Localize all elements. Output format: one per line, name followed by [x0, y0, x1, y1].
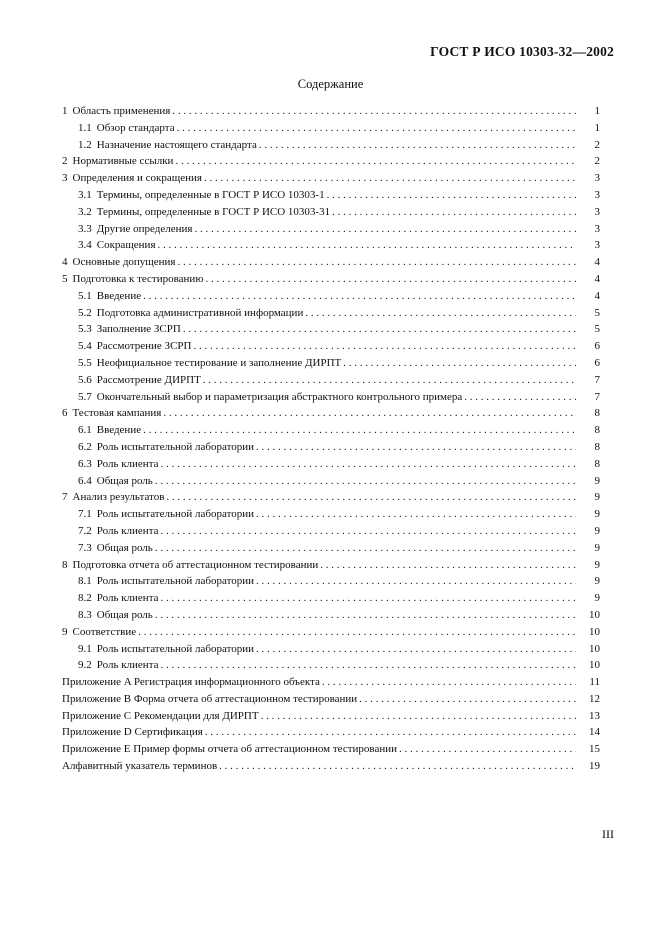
toc-entry[interactable]	[62, 559, 600, 576]
toc-leader-dots	[332, 206, 576, 218]
toc-leader-dots	[138, 626, 576, 638]
toc-leader-dots	[359, 693, 576, 705]
toc-leader-dots	[194, 223, 576, 235]
toc-entry-title: Подготовка административной информации	[96, 306, 304, 319]
toc-entry-number: 9.2	[78, 659, 92, 672]
toc-entry-title: Подготовка к тестированию	[72, 272, 204, 285]
toc-entry-number: 3.2	[78, 205, 92, 218]
toc-leader-dots	[161, 592, 576, 604]
toc-entry[interactable]	[62, 643, 600, 660]
toc-entry-page: 7	[594, 373, 600, 386]
toc-entry-page: 5	[594, 306, 600, 319]
toc-entry-title: Сокращения	[96, 239, 156, 252]
toc-entry-page: 10	[589, 642, 600, 655]
toc-leader-dots	[256, 575, 576, 587]
toc-entry[interactable]	[62, 139, 600, 156]
toc-entry-number: 8.3	[78, 608, 92, 621]
toc-entry-title: Роль испытательной лаборатории	[96, 508, 255, 521]
toc-entry-page: 9	[594, 491, 600, 504]
toc-entry-number: 5.3	[78, 323, 92, 336]
toc-entry[interactable]	[62, 441, 600, 458]
table-of-contents	[62, 105, 600, 777]
toc-leader-dots	[343, 357, 576, 369]
toc-entry[interactable]	[62, 760, 600, 777]
toc-entry-page: 6	[594, 356, 600, 369]
toc-entry[interactable]	[62, 340, 600, 357]
toc-entry[interactable]	[62, 239, 600, 256]
toc-entry-number: 3.4	[78, 239, 92, 252]
toc-entry-page: 4	[594, 289, 600, 302]
toc-entry-title: Общая роль	[96, 474, 153, 487]
toc-entry-title: Роль клиента	[96, 457, 159, 470]
toc-entry[interactable]	[62, 424, 600, 441]
toc-entry[interactable]	[62, 626, 600, 643]
toc-entry[interactable]	[62, 323, 600, 340]
toc-entry-page: 8	[594, 424, 600, 437]
toc-entry-title: Общая роль	[96, 608, 153, 621]
toc-entry-title: Область применения	[72, 105, 171, 117]
toc-entry-page: 9	[594, 524, 600, 537]
toc-entry-title: Соответствие	[72, 625, 137, 638]
toc-entry-title: Приложение B Форма отчета об аттестационном тестировании	[62, 692, 358, 705]
toc-entry-title: Основные допущения	[72, 256, 176, 269]
toc-leader-dots	[256, 441, 576, 453]
toc-entry-title: Заполнение ЗСРП	[96, 323, 181, 336]
toc-leader-dots	[175, 155, 576, 167]
toc-entry[interactable]	[62, 307, 600, 324]
toc-entry-page: 4	[594, 272, 600, 285]
toc-leader-dots	[305, 307, 576, 319]
toc-entry-page: 1	[594, 105, 600, 117]
toc-entry-title: Термины, определенные в ГОСТ Р ИСО 10303-31	[96, 205, 331, 218]
toc-entry-number: 3.1	[78, 188, 92, 201]
toc-entry-title: Нормативные ссылки	[72, 155, 174, 168]
toc-entry[interactable]	[62, 743, 600, 760]
toc-entry[interactable]	[62, 676, 600, 693]
toc-entry-number: 1	[62, 105, 68, 117]
toc-leader-dots	[464, 391, 576, 403]
toc-leader-dots	[161, 458, 576, 470]
toc-entry[interactable]	[62, 659, 600, 676]
toc-entry-title: Другие определения	[96, 222, 193, 235]
toc-entry-title: Приложение D Сертификация	[62, 726, 203, 739]
toc-leader-dots	[178, 256, 577, 268]
toc-entry[interactable]	[62, 155, 600, 172]
toc-leader-dots	[256, 643, 576, 655]
toc-leader-dots	[261, 710, 576, 722]
toc-entry-title: Рассмотрение ЗСРП	[96, 340, 192, 353]
toc-entry[interactable]	[62, 407, 600, 424]
toc-entry-number: 7.2	[78, 524, 92, 537]
toc-leader-dots	[205, 726, 576, 738]
toc-leader-dots	[143, 424, 576, 436]
toc-leader-dots	[399, 743, 576, 755]
toc-leader-dots	[161, 525, 576, 537]
toc-entry-title: Подготовка отчета об аттестационном тестировании	[72, 558, 319, 571]
toc-entry[interactable]	[62, 710, 600, 727]
toc-entry-page: 2	[594, 155, 600, 168]
toc-entry-number: 6.1	[78, 424, 92, 437]
toc-entry-number: 5.6	[78, 373, 92, 386]
toc-entry-page: 9	[594, 508, 600, 521]
toc-entry-title: Роль клиента	[96, 524, 159, 537]
toc-entry-page: 2	[594, 138, 600, 151]
toc-entry-number: 3.3	[78, 222, 92, 235]
toc-entry-number: 8	[62, 558, 68, 571]
toc-entry-page: 9	[594, 474, 600, 487]
toc-entry[interactable]	[62, 290, 600, 307]
toc-entry-number: 3	[62, 172, 68, 185]
toc-entry-title: Роль испытательной лаборатории	[96, 575, 255, 588]
toc-entry-page: 11	[589, 676, 600, 689]
toc-entry-title: Определения и сокращения	[72, 172, 202, 185]
toc-entry-number: 1.1	[78, 121, 92, 134]
toc-entry-number: 6	[62, 407, 68, 420]
toc-leader-dots	[327, 189, 576, 201]
toc-entry-title: Анализ результатов	[72, 491, 165, 504]
toc-entry-number: 1.2	[78, 138, 92, 151]
toc-entry-page: 3	[594, 188, 600, 201]
toc-entry[interactable]	[62, 542, 600, 559]
toc-entry[interactable]	[62, 223, 600, 240]
toc-entry-page: 13	[589, 709, 600, 722]
toc-entry[interactable]	[62, 206, 600, 223]
toc-entry-title: Роль испытательной лаборатории	[96, 642, 255, 655]
toc-entry-title: Введение	[96, 424, 142, 437]
toc-entry-title: Введение	[96, 289, 142, 302]
toc-entry[interactable]	[62, 525, 600, 542]
toc-entry[interactable]	[62, 592, 600, 609]
toc-leader-dots	[322, 676, 576, 688]
toc-entry-page: 3	[594, 222, 600, 235]
toc-entry[interactable]	[62, 575, 600, 592]
toc-entry[interactable]	[62, 609, 600, 626]
toc-entry-title: Общая роль	[96, 541, 153, 554]
toc-entry-page: 9	[594, 541, 600, 554]
page-number: III	[602, 827, 614, 841]
toc-entry-title: Обзор стандарта	[96, 121, 175, 134]
toc-entry-number: 5.7	[78, 390, 92, 403]
toc-entry-page: 9	[594, 592, 600, 605]
toc-leader-dots	[219, 760, 576, 772]
toc-leader-dots	[155, 609, 576, 621]
toc-entry-page: 8	[594, 407, 600, 420]
toc-entry-number: 6.3	[78, 457, 92, 470]
toc-entry-number: 9	[62, 625, 68, 638]
toc-entry-number: 7.3	[78, 541, 92, 554]
toc-leader-dots	[161, 659, 576, 671]
toc-entry-number: 2	[62, 155, 68, 168]
toc-entry-title: Алфавитный указатель терминов	[62, 760, 218, 773]
toc-entry-page: 15	[589, 743, 600, 756]
toc-entry-number: 4	[62, 256, 68, 269]
toc-entry-number: 8.2	[78, 592, 92, 605]
toc-entry[interactable]	[62, 374, 600, 391]
toc-leader-dots	[256, 508, 576, 520]
toc-entry[interactable]	[62, 273, 600, 290]
toc-entry[interactable]	[62, 726, 600, 743]
toc-entry[interactable]	[62, 693, 600, 710]
toc-entry[interactable]	[62, 508, 600, 525]
toc-leader-dots	[172, 105, 576, 117]
document-code-header: ГОСТ Р ИСО 10303-32—2002	[430, 44, 614, 59]
toc-entry-page: 4	[594, 256, 600, 269]
toc-entry[interactable]	[62, 391, 600, 408]
toc-entry-page: 9	[594, 558, 600, 571]
toc-leader-dots	[193, 340, 576, 352]
toc-entry-page: 8	[594, 440, 600, 453]
toc-entry-number: 5	[62, 272, 68, 285]
toc-entry-page: 10	[589, 659, 600, 672]
toc-entry-title: Приложение C Рекомендации для ДИРПТ	[62, 709, 259, 722]
toc-leader-dots	[155, 475, 576, 487]
toc-entry[interactable]	[62, 189, 600, 206]
toc-entry-number: 6.4	[78, 474, 92, 487]
toc-leader-dots	[158, 239, 577, 251]
toc-entry-number: 6.2	[78, 440, 92, 453]
toc-entry-page: 19	[589, 760, 600, 773]
toc-entry-page: 1	[594, 121, 600, 134]
toc-entry[interactable]	[62, 172, 600, 189]
toc-entry-number: 5.1	[78, 289, 92, 302]
toc-entry-title: Роль клиента	[96, 592, 159, 605]
toc-entry-number: 7	[62, 491, 68, 504]
toc-entry-page: 3	[594, 205, 600, 218]
toc-entry-number: 9.1	[78, 642, 92, 655]
toc-entry-number: 5.2	[78, 306, 92, 319]
toc-leader-dots	[204, 172, 576, 184]
toc-entry[interactable]	[62, 357, 600, 374]
toc-leader-dots	[143, 290, 576, 302]
toc-entry-title: Рассмотрение ДИРПТ	[96, 373, 201, 386]
toc-entry-title: Роль клиента	[96, 659, 159, 672]
toc-entry-title: Роль испытательной лаборатории	[96, 440, 255, 453]
toc-entry-title: Термины, определенные в ГОСТ Р ИСО 10303-1	[96, 188, 325, 201]
toc-entry-page: 14	[589, 726, 600, 739]
toc-leader-dots	[183, 323, 576, 335]
toc-entry-page: 8	[594, 457, 600, 470]
toc-entry-page: 10	[589, 625, 600, 638]
toc-leader-dots	[203, 374, 576, 386]
toc-entry-title: Неофициальное тестирование и заполнение ДИРПТ	[96, 356, 342, 369]
toc-entry-title: Тестовая кампания	[72, 407, 162, 420]
toc-entry[interactable]	[62, 105, 600, 122]
toc-leader-dots	[259, 139, 576, 151]
toc-entry[interactable]	[62, 256, 600, 273]
toc-entry-title: Окончательный выбор и параметризация абстрактного контрольного примера	[96, 390, 463, 403]
toc-entry-number: 7.1	[78, 508, 92, 521]
toc-entry[interactable]	[62, 475, 600, 492]
toc-entry-page: 12	[589, 692, 600, 705]
toc-entry-title: Приложение A Регистрация информационного объекта	[62, 676, 320, 689]
toc-entry-page: 9	[594, 575, 600, 588]
toc-entry-number: 5.5	[78, 356, 92, 369]
toc-entry-title: Приложение E Пример формы отчета об аттестационном тестировании	[62, 743, 397, 756]
toc-entry-page: 6	[594, 340, 600, 353]
toc-entry[interactable]	[62, 458, 600, 475]
toc-title: Содержание	[297, 77, 364, 91]
toc-leader-dots	[206, 273, 576, 285]
toc-entry-number: 8.1	[78, 575, 92, 588]
toc-entry-page: 7	[594, 390, 600, 403]
toc-leader-dots	[163, 407, 576, 419]
toc-entry-page: 10	[589, 608, 600, 621]
toc-leader-dots	[177, 122, 576, 134]
toc-leader-dots	[320, 559, 576, 571]
toc-leader-dots	[155, 542, 576, 554]
toc-entry-number: 5.4	[78, 340, 92, 353]
toc-entry-title: Назначение настоящего стандарта	[96, 138, 257, 151]
toc-entry[interactable]	[62, 491, 600, 508]
toc-entry-page: 5	[594, 323, 600, 336]
toc-entry[interactable]	[62, 122, 600, 139]
toc-leader-dots	[166, 491, 576, 503]
toc-entry-page: 3	[594, 172, 600, 185]
toc-entry-page: 3	[594, 239, 600, 252]
